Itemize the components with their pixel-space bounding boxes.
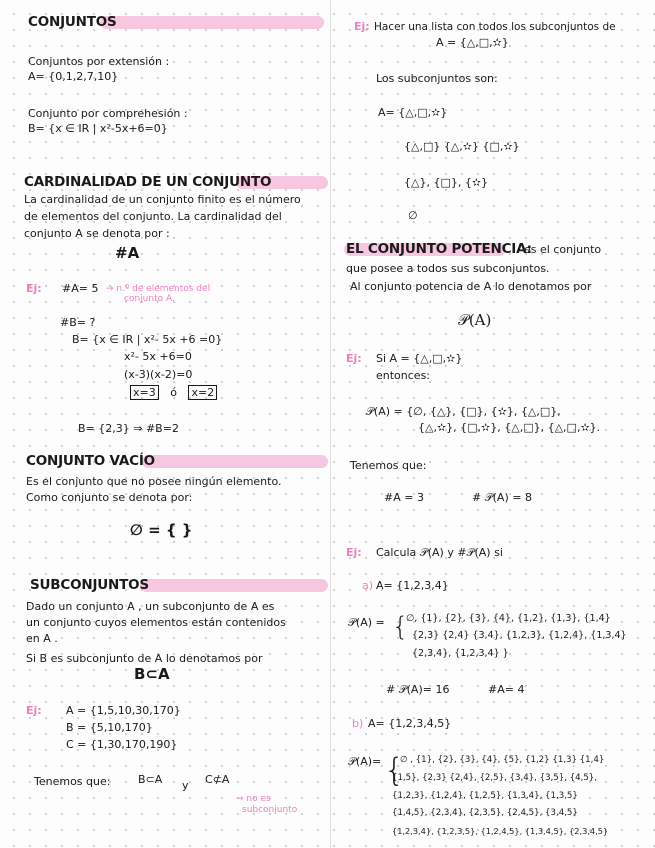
subsets-row: {△}, {□}, {✫}	[404, 176, 489, 189]
power-set-list: {2,3} {2,4} {3,4}, {1,2,3}, {1,2,4}, {1,3,4}	[412, 630, 627, 641]
extension-label: Conjuntos por extensión :	[28, 55, 170, 68]
example-set-b: B = {5,10,170}	[66, 721, 153, 734]
exercise-text: Calcula 𝒫(A) y #𝒫(A) si	[376, 546, 503, 559]
boxed-solution: x=2	[188, 385, 217, 400]
cardinality-count: #A = 3	[384, 491, 424, 504]
subset-text: un conjunto cuyos elementos están contenidos	[26, 616, 286, 629]
not-subset-relation: C⊄A	[205, 773, 230, 786]
cardinality-text: conjunto A se denota por :	[24, 227, 170, 240]
power-set-list: {1,5}, {2,3} {2,4}, {2,5}, {3,4}, {3,5}, {4,5},	[392, 773, 597, 783]
power-set-list: 𝒫(A) = {∅, {△}, {□}, {✫}, {△,□},	[366, 405, 561, 418]
empty-set-text: Como conjunto se denota por:	[26, 491, 193, 504]
power-set-text: Al conjunto potencia de A lo denotamos por	[350, 280, 592, 293]
example-label: Ej:	[346, 546, 362, 559]
power-set-label: 𝒫(A) =	[348, 616, 385, 629]
annotation-note: subconjunto	[242, 805, 298, 815]
right-column	[332, 0, 655, 848]
part-label: a)	[362, 579, 374, 592]
extension-set: A= {0,1,2,7,10}	[28, 70, 119, 83]
example-label: Ej:	[354, 20, 370, 33]
cardinality-count: #A= 4	[488, 683, 525, 696]
power-set-text: es el conjunto	[524, 243, 602, 256]
page-divider	[330, 0, 331, 848]
exercise-set: A = {△,□,✫}	[436, 36, 509, 49]
section-title-conjuntos: CONJUNTOS	[28, 14, 117, 30]
empty-set-notation: ∅ = { }	[130, 521, 193, 539]
title-highlight	[140, 579, 328, 592]
subset-text: en A .	[26, 632, 58, 645]
annotation-note: conjunto A.	[124, 294, 175, 304]
cardinality-notation: #A	[115, 244, 140, 262]
subset-text: Si B es subconjunto de A lo denotamos por	[26, 652, 263, 665]
part-label: b)	[352, 717, 364, 730]
power-set-list: {1,4,5}, {2,3,4}, {2,3,5}, {2,4,5}, {3,4,5}	[392, 808, 578, 818]
empty-set-text: Es el conjunto que no posee ningún elemento.	[26, 475, 282, 488]
power-set-notation: 𝒫(A)	[458, 311, 492, 329]
exercise-set: A= {1,2,3,4,5}	[368, 717, 452, 730]
cardinality-result: B= {2,3} ⇒ #B=2	[78, 422, 179, 435]
annotation-note: → n.º de elementos del	[106, 284, 211, 294]
cardinality-text: de elementos del conjunto. La cardinalidad del	[24, 210, 282, 223]
comprehension-set: B= {x ∈ IR | x²-5x+6=0}	[28, 122, 168, 135]
subsets-row: {△,□} {△,✫} {□,✫}	[404, 140, 520, 153]
tenemos-label: Tenemos que:	[350, 459, 427, 472]
example-set-a: A = {1,5,10,30,170}	[66, 704, 181, 717]
brace: {	[384, 751, 405, 789]
title-highlight	[100, 16, 324, 29]
example-cardinality-a: #A= 5	[62, 282, 99, 295]
section-title-cardinalidad: CARDINALIDAD DE UN CONJUNTO	[24, 174, 272, 190]
example-label: Ej:	[26, 704, 42, 717]
equation-step: x²- 5x +6=0	[124, 350, 192, 363]
or-word: ó	[170, 386, 177, 399]
and-word: y	[182, 779, 189, 792]
power-set-example: entonces:	[376, 369, 431, 382]
annotation-note: → no es	[236, 794, 271, 804]
comprehension-label: Conjunto por comprehesión :	[28, 107, 188, 120]
exercise-text: Hacer una lista con todos los subconjuntos de	[374, 21, 616, 33]
equation-solutions	[130, 386, 217, 400]
power-set-list: ∅, {1}, {2}, {3}, {4}, {1,2}, {1,3}, {1,4}	[406, 613, 611, 624]
tenemos-label: Tenemos que:	[34, 775, 111, 788]
power-set-example: Si A = {△,□,✫}	[376, 352, 463, 365]
exercise-set: A= {1,2,3,4}	[376, 579, 449, 592]
equation-step: (x-3)(x-2)=0	[124, 368, 193, 381]
power-set-list: ∅ , {1}, {2}, {3}, {4}, {5}, {1,2} {1,3} {1,4}	[400, 755, 605, 765]
power-set-label: 𝒫(A)=	[348, 755, 382, 768]
section-title-vacio: CONJUNTO VACÍO	[26, 453, 155, 469]
title-highlight	[142, 455, 328, 468]
cardinality-count: # 𝒫(A)= 16	[386, 683, 450, 696]
example-label: Ej:	[346, 352, 362, 365]
section-title-subconjuntos: SUBCONJUNTOS	[30, 577, 149, 593]
subsets-row: ∅	[408, 209, 418, 222]
subset-relation: B⊂A	[138, 773, 163, 786]
brace: {	[392, 612, 409, 642]
subset-notation: B⊂A	[134, 665, 170, 683]
power-set-list: {△,✫}, {□,✫}, {△,□}, {△,□,✫}.	[418, 421, 601, 434]
example-cardinality-b: #B= ?	[60, 316, 96, 329]
example-set-c: C = {1,30,170,190}	[66, 738, 178, 751]
boxed-solution: x=3	[130, 385, 159, 400]
power-set-list: {1,2,3,4}, {1,2,3,5}, {1,2,4,5}, {1,3,4,5}, {2,3,4,5}	[392, 826, 609, 836]
example-label: Ej:	[26, 282, 42, 295]
power-set-list: {1,2,3}, {1,2,4}, {1,2,5}, {1,3,4}, {1,3,5}	[392, 791, 578, 801]
cardinality-text: La cardinalidad de un conjunto finito es el número	[24, 193, 301, 206]
power-set-list: {2,3,4}, {1,2,3,4} }	[412, 648, 509, 659]
subsets-row: A= {△,□,✫}	[378, 106, 448, 119]
power-set-text: que posee a todos sus subconjuntos.	[346, 262, 550, 275]
cardinality-count: # 𝒫(A) = 8	[472, 491, 532, 504]
section-title-potencia: EL CONJUNTO POTENCIA:	[346, 241, 532, 257]
subset-text: Dado un conjunto A , un subconjunto de A es	[26, 600, 275, 613]
subsets-label: Los subconjuntos son:	[376, 72, 498, 85]
example-set-b: B= {x ∈ IR | x²- 5x +6 =0}	[72, 333, 223, 346]
